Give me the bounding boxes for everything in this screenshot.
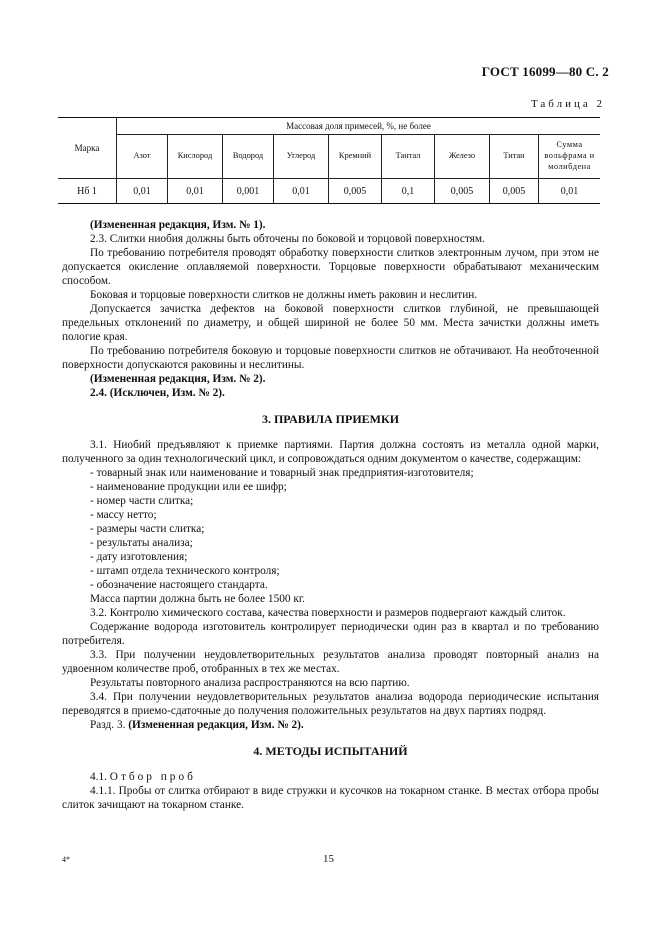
table-cell: 0,005 (329, 179, 382, 204)
table-cell-marka: Нб 1 (58, 179, 117, 204)
paragraph: По требованию потребителя боковую и торцовые поверхности слитков не обтачивают. На необточенной поверхности допускаются раковины и неслитины. (62, 345, 599, 371)
list-item: - наименование продукции или ее шифр; (90, 481, 287, 493)
col-header: Кислород (168, 135, 223, 179)
table-cell: 0,005 (490, 179, 539, 204)
col-header: Водород (223, 135, 274, 179)
paragraph: 3.4. При получении неудовлетворительных результатов анализа водорода периодические испытания переводятся в приемо-сдаточные до получения положительных результатов на двух партиях подряд. (62, 691, 599, 717)
table-cell: 0,01 (274, 179, 329, 204)
col-header: Азот (117, 135, 168, 179)
list-item: - обозначение настоящего стандарта. (90, 579, 268, 591)
list-item: - результаты анализа; (90, 537, 193, 549)
table-cell: 0,01 (539, 179, 601, 204)
document-body (62, 218, 599, 812)
paragraph: Боковая и торцовые поверхности слитков не должны иметь раковин и неслитин. (90, 289, 478, 301)
list-item: - товарный знак или наименование и товарный знак предприятия-изготовителя; (90, 467, 474, 479)
table-cell: 0,1 (382, 179, 435, 204)
table-cell: 0,001 (223, 179, 274, 204)
section-heading: 3. ПРАВИЛА ПРИЕМКИ (261, 412, 400, 426)
paragraph: По требованию потребителя проводят обработку поверхности слитков электронным лучом, при этом не допускается окисление оплавляемой поверхности. Торцовые поверхности обрабатывают механическим способом. (62, 247, 599, 287)
col-header: Кремний (329, 135, 382, 179)
paragraph: Содержание водорода изготовитель контролирует периодически один раз в квартал и по требованию потребителя. (62, 621, 599, 647)
col-header: Титан (490, 135, 539, 179)
table-cell: 0,01 (168, 179, 223, 204)
amendment-note: Разд. 3. (Измененная редакция, Изм. № 2). (90, 719, 304, 731)
amendment-note: (Измененная редакция, Изм. № 2). (90, 373, 266, 385)
paragraph: 3.3. При получении неудовлетворительных результатов анализа проводят повторный анализ на удвоенном количестве проб, отобранных в тех же местах. (62, 649, 599, 675)
table-caption: Таблица 2 (530, 98, 605, 110)
list-item: - размеры части слитка; (90, 523, 205, 535)
table-cell: 0,01 (117, 179, 168, 204)
list-item: - дату изготовления; (90, 551, 188, 563)
col-header: Сумма вольфрама и молибдена (539, 135, 601, 179)
col-header: Углерод (274, 135, 329, 179)
col-header: Тантал (382, 135, 435, 179)
document-header: ГОСТ 16099—80 С. 2 (481, 64, 609, 79)
paragraph: Допускается зачистка дефектов на боковой поверхности слитков глубиной, не превышающей предельных отклонений по диаметру, и общей шириной не более 50 мм. Места зачистки должны иметь пологие края. (62, 303, 599, 343)
paragraph: 3.1. Ниобий предъявляют к приемке партиями. Партия должна состоять из металла одной марки, полученного за один технологический цикл, и сопровождаться одним документом о качестве, содержащим: (62, 439, 599, 465)
subsection-title: 4.1. Отбор проб (90, 771, 196, 783)
col-header: Железо (435, 135, 490, 179)
list-item: - номер части слитка; (90, 495, 194, 507)
sheet-mark: 4* (62, 855, 70, 864)
paragraph: 4.1.1. Пробы от слитка отбирают в виде стружки и кусочков на токарном станке. В местах отбора пробы слиток зачищают на токарном станке. (62, 785, 599, 811)
page-number: 15 (323, 853, 334, 865)
section-heading: 4. МЕТОДЫ ИСПЫТАНИЙ (253, 744, 408, 758)
group-header: Массовая доля примесей, %, не более (117, 118, 601, 135)
col-header-marka: Марка (58, 118, 117, 179)
paragraph: 3.2. Контролю химического состава, качества поверхности и размеров подвергают каждый слиток. (90, 607, 566, 619)
table-cell: 0,005 (435, 179, 490, 204)
list-item: - массу нетто; (90, 509, 157, 521)
paragraph: 2.3. Слитки ниобия должны быть обточены по боковой и торцовой поверхностям. (90, 233, 485, 245)
amendment-note: (Измененная редакция, Изм. № 1). (90, 219, 266, 231)
paragraph: Масса партии должна быть не более 1500 кг. (90, 593, 306, 605)
paragraph: Результаты повторного анализа распространяются на всю партию. (90, 677, 410, 689)
impurities-table (58, 117, 600, 204)
list-item: - штамп отдела технического контроля; (90, 565, 280, 577)
amendment-note: 2.4. (Исключен, Изм. № 2). (90, 387, 225, 399)
